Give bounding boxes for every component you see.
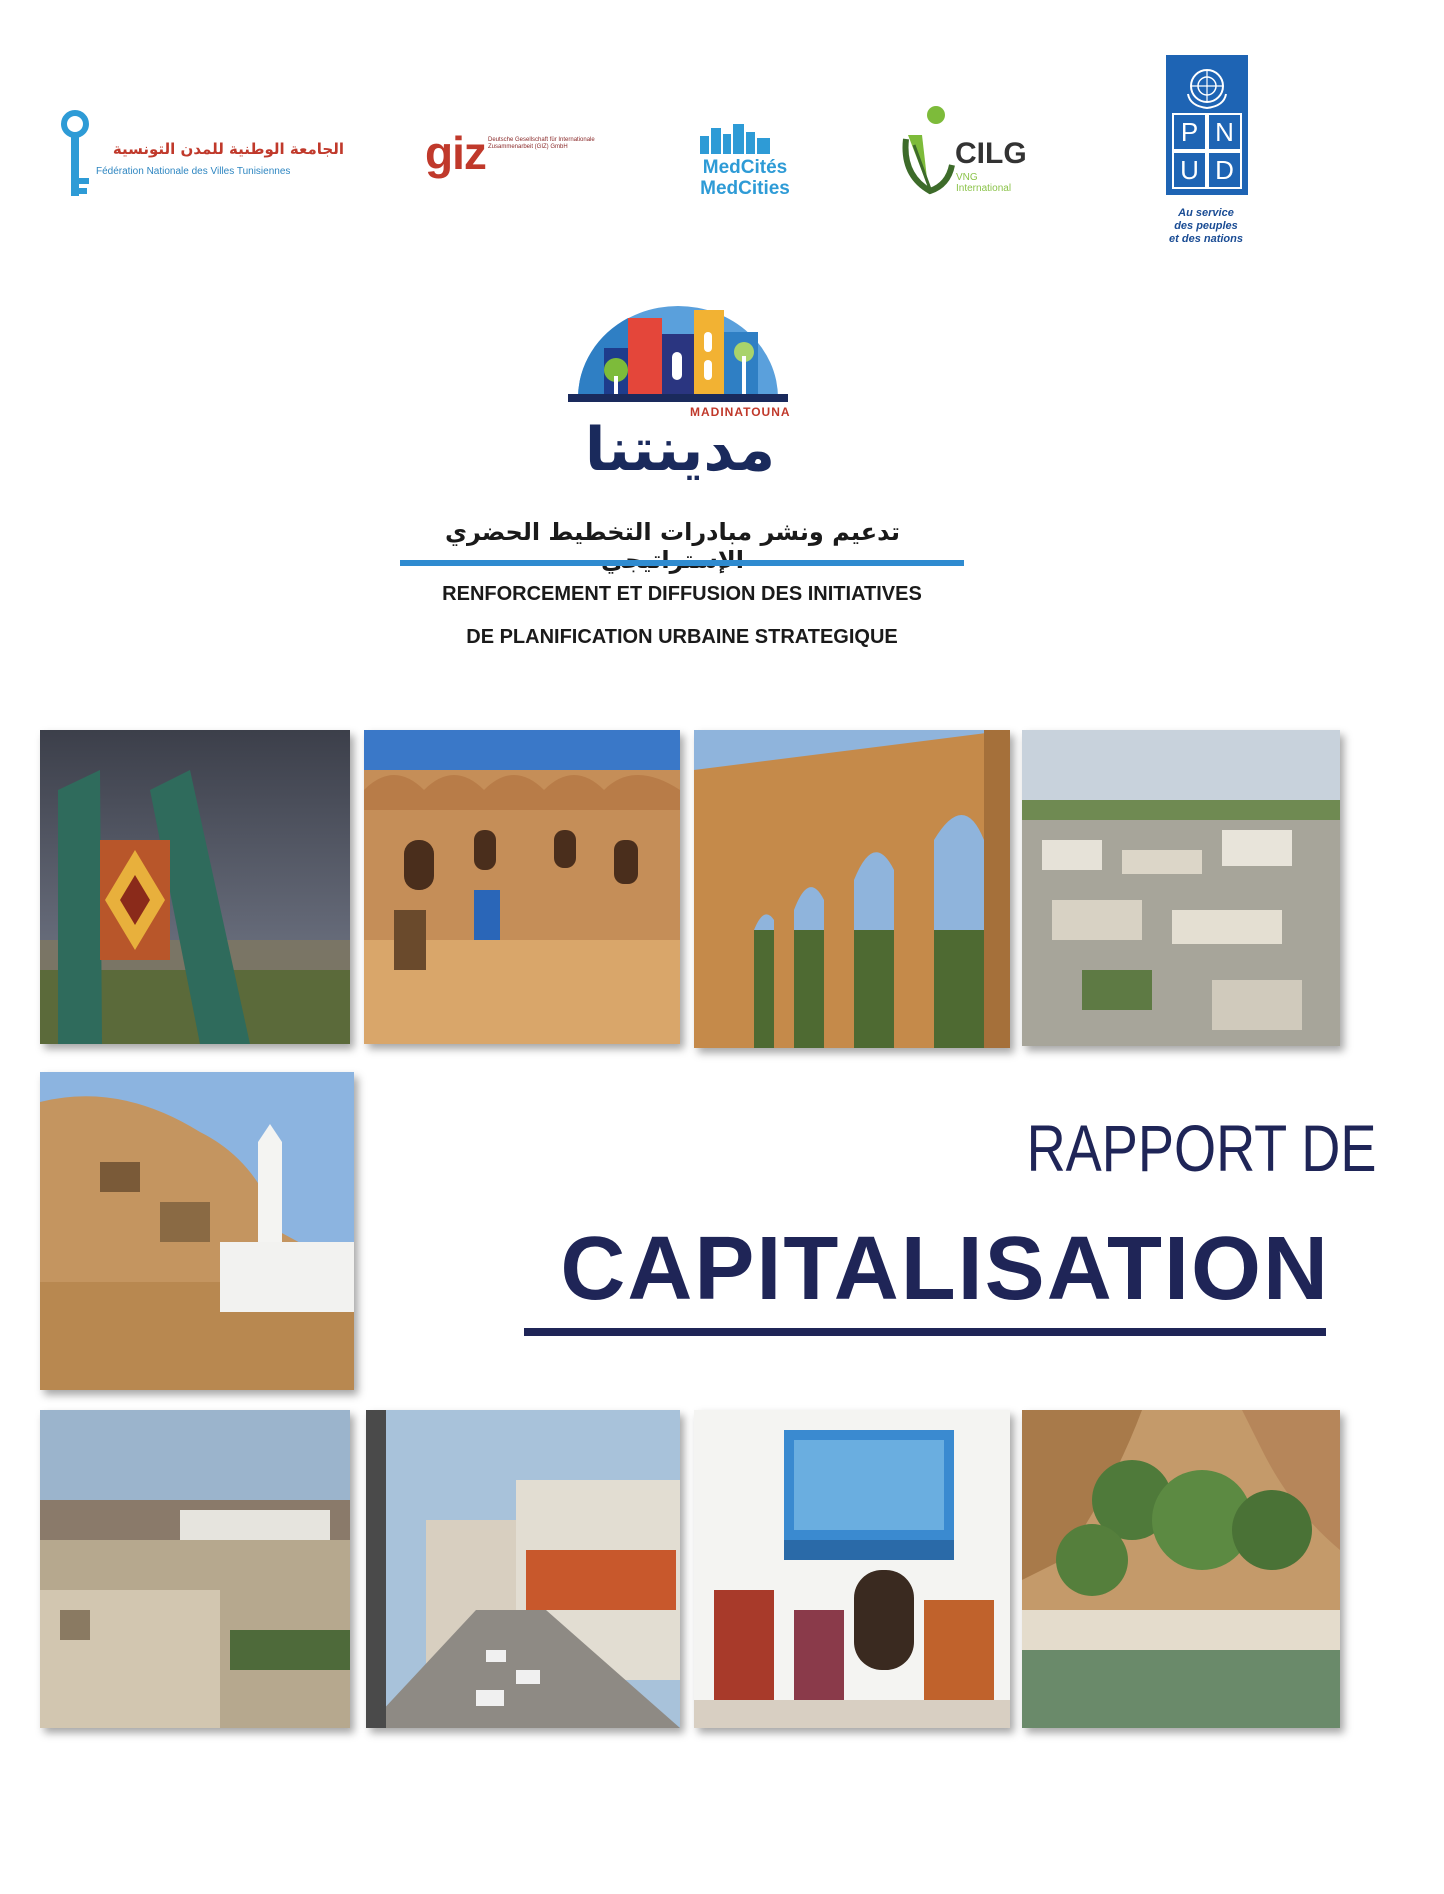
undp-letter: P — [1172, 113, 1207, 151]
undp-letter: U — [1172, 151, 1207, 189]
fnvt-name-french: Fédération Nationale des Villes Tunisiennes — [96, 166, 291, 177]
cilg-name: CILG — [955, 137, 1027, 170]
divider — [400, 560, 964, 566]
undp-tagline — [1156, 207, 1256, 246]
photo-city-street — [366, 1410, 680, 1728]
undp-tagline-line: Au service — [1178, 207, 1234, 219]
undp-tagline-line: et des nations — [1169, 233, 1243, 245]
cilg-logo-icon — [900, 105, 955, 200]
undp-tagline-line: des peuples — [1174, 220, 1238, 232]
photo-city-aerial — [1022, 730, 1340, 1046]
city-skyline-icon — [700, 122, 770, 154]
un-emblem-icon — [1182, 64, 1232, 110]
fnvt-name-arabic: الجامعة الوطنية للمدن التونسية — [112, 140, 344, 158]
undp-letter: D — [1207, 151, 1242, 189]
photo-blue-balcony-carpets — [694, 1410, 1010, 1728]
program-arabic-name: مدينتنا — [584, 415, 776, 485]
photo-hotels-construction — [40, 1410, 350, 1728]
photo-ksar-granaries — [364, 730, 680, 1044]
report-title-line2: CAPITALISATION — [560, 1219, 1330, 1319]
program-subtitle-fr-line1: RENFORCEMENT ET DIFFUSION DES INITIATIVES — [442, 583, 922, 605]
photo-aqueduct — [694, 730, 1010, 1048]
program-subtitle-arabic: تدعيم ونشر مبادرات التخطيط الحضري — [444, 518, 901, 546]
medcities-name-fr: MedCités — [702, 157, 788, 178]
photo-mountain-village-mosque — [40, 1072, 354, 1390]
undp-letter: N — [1207, 113, 1242, 151]
key-icon — [55, 110, 95, 200]
giz-logo: giz — [425, 127, 486, 179]
report-title-line1: RAPPORT DE — [1026, 1111, 1377, 1185]
title-underline — [524, 1328, 1326, 1336]
medcities-name-en: MedCities — [700, 178, 790, 199]
cilg-sub: VNG International — [956, 172, 1012, 194]
program-subtitle-fr-line2: DE PLANIFICATION URBAINE STRATEGIQUE — [466, 626, 898, 648]
program-latin-name: MADINATOUNA — [690, 405, 791, 419]
photo-tiled-monument — [40, 730, 350, 1044]
madinatouna-logo-icon — [568, 296, 788, 408]
photo-oasis-palms — [1022, 1410, 1340, 1728]
giz-full-name: Deutsche Gesellschaft für Internationale Zusammenarbeit (GIZ) GmbH — [488, 137, 595, 150]
